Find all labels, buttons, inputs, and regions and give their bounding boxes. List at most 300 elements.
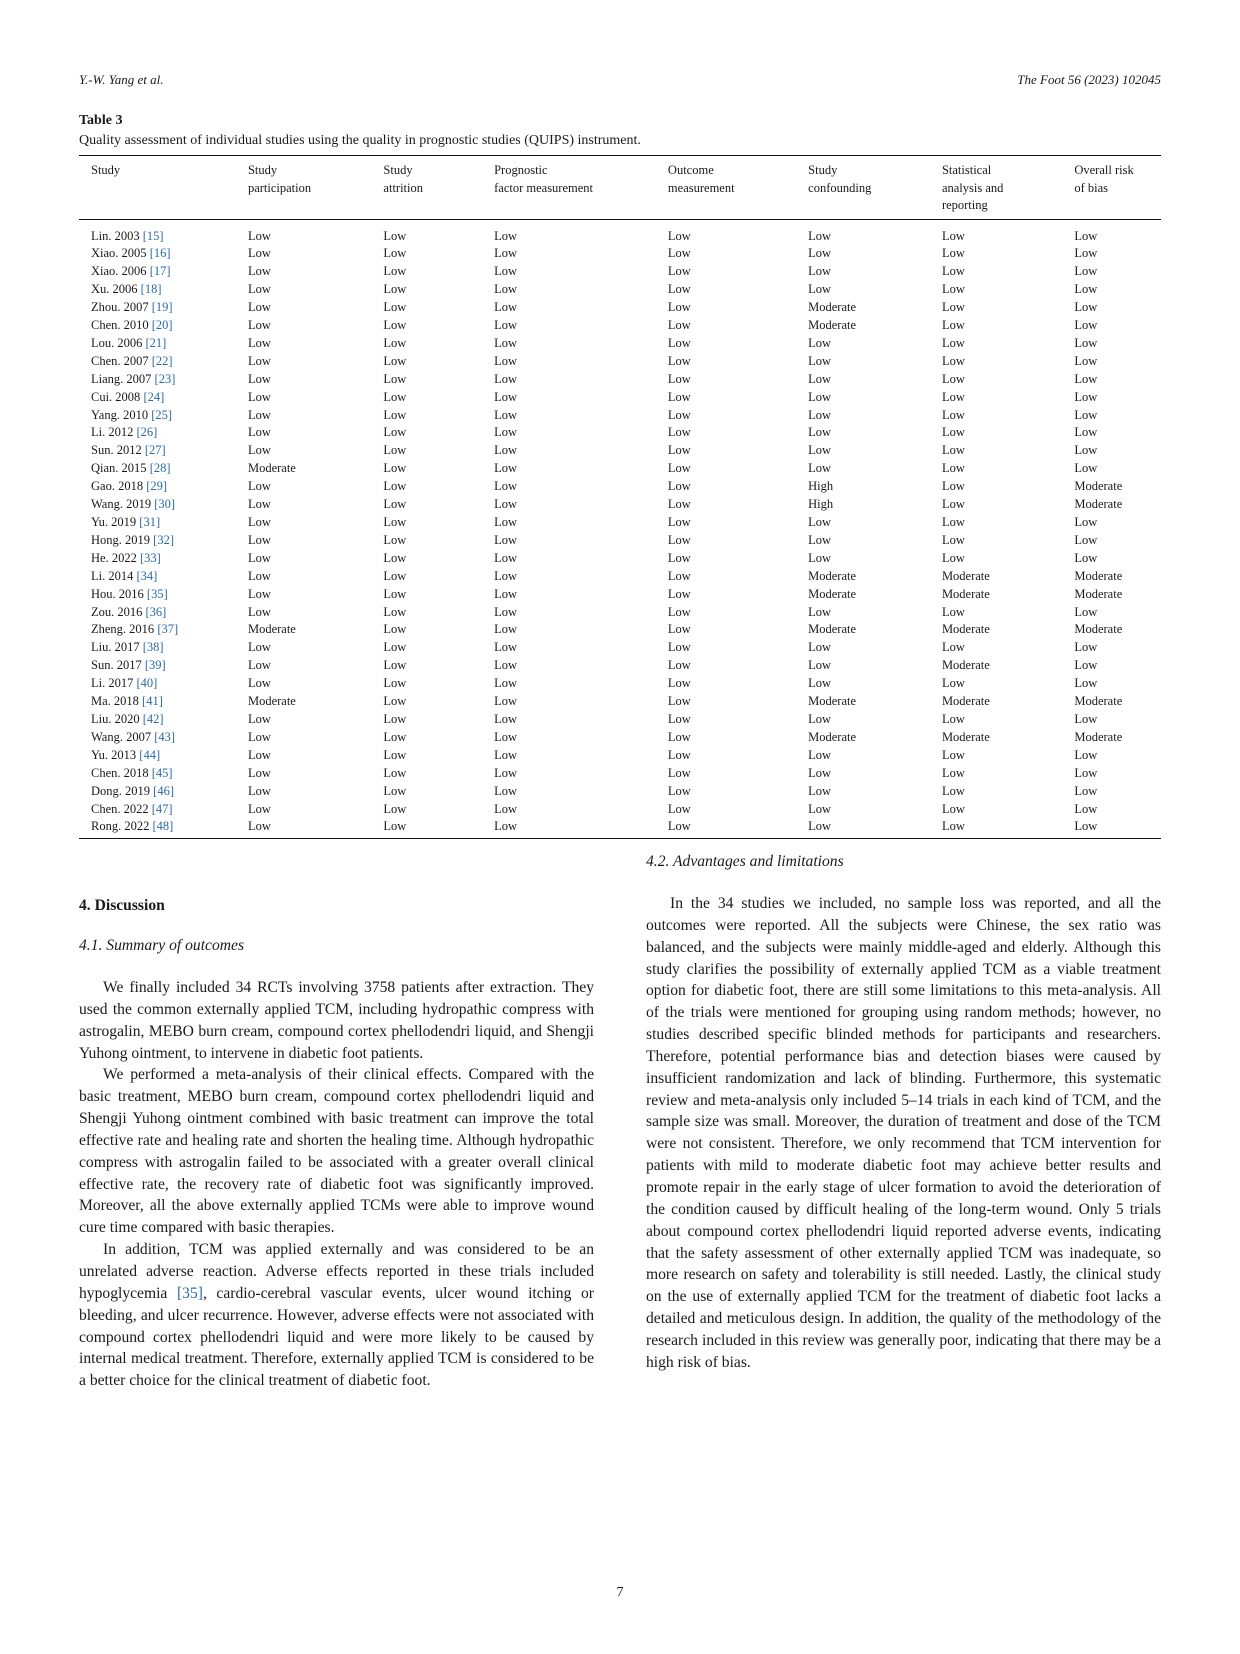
rating-cell: Low [247, 479, 271, 494]
rating-cell: Moderate [1074, 586, 1123, 601]
rating-cell: Low [1074, 765, 1098, 780]
rating-cell: Low [383, 711, 407, 726]
rating-cell: Low [667, 461, 691, 476]
rating-cell: Moderate [1074, 694, 1123, 709]
study-name: Hong. 2019 [91, 532, 151, 547]
rating-cell: Moderate [1074, 622, 1123, 637]
rating-cell: Low [667, 586, 691, 601]
study-name: Rong. 2022 [91, 819, 150, 834]
study-name: Li. 2017 [91, 676, 134, 691]
citation-link[interactable]: [42] [142, 711, 164, 726]
rating-cell: Low [808, 658, 832, 673]
rating-cell: Low [383, 676, 407, 691]
rating-cell: Low [941, 407, 965, 422]
page-number: 7 [616, 1585, 624, 1600]
rating-cell: Moderate [808, 729, 857, 744]
rating-cell: Low [494, 819, 518, 834]
rating-cell: Low [494, 335, 518, 350]
table-body [79, 219, 1161, 839]
rating-cell: Low [1074, 515, 1098, 529]
column-header-line: reporting [941, 198, 988, 212]
table-row [79, 711, 1161, 729]
citation-link[interactable]: [29] [146, 479, 168, 494]
rating-cell: Low [247, 335, 271, 350]
rating-cell: Low [1074, 819, 1098, 834]
citation-link[interactable]: [47] [151, 801, 173, 816]
study-cell [79, 818, 236, 838]
study-cell [79, 245, 236, 263]
rating-cell: Low [667, 711, 691, 726]
citation-link[interactable]: [30] [154, 497, 176, 512]
rating-cell: Low [941, 335, 965, 350]
rating-cell: Low [494, 389, 518, 404]
rating-cell: Low [494, 586, 518, 601]
rating-cell: High [808, 479, 834, 494]
study-cell [79, 729, 236, 747]
rating-cell: Low [247, 586, 271, 601]
citation-link[interactable]: [28] [149, 461, 171, 476]
rating-cell: Low [808, 264, 832, 279]
study-cell [79, 765, 236, 783]
rating-cell: Low [494, 264, 518, 279]
study-name: Liu. 2020 [91, 711, 140, 726]
rating-cell: Low [808, 246, 832, 261]
table-row [79, 783, 1161, 801]
rating-cell: Low [247, 783, 271, 798]
study-name: Chen. 2010 [91, 318, 149, 333]
rating-cell: Low [494, 658, 518, 673]
study-name: Wang. 2007 [91, 729, 152, 744]
table-row [79, 335, 1161, 353]
rating-cell: Moderate [1074, 568, 1123, 583]
rating-cell: Low [1074, 640, 1098, 655]
rating-cell: Low [494, 694, 518, 709]
rating-cell: Low [383, 264, 407, 279]
study-name: He. 2022 [91, 550, 137, 565]
rating-cell: Low [383, 246, 407, 261]
rating-cell: Low [667, 729, 691, 744]
study-cell [79, 657, 236, 675]
study-cell [79, 478, 236, 496]
rating-cell: Moderate [247, 694, 296, 709]
citation-link[interactable]: [19] [151, 300, 173, 315]
column-header [79, 156, 236, 220]
rating-cell: Low [494, 246, 518, 261]
rating-cell: Low [247, 353, 271, 368]
rating-cell: Low [667, 371, 691, 386]
rating-cell: Low [808, 676, 832, 691]
rating-cell: Low [1074, 443, 1098, 458]
rating-cell: Low [247, 389, 271, 404]
rating-cell: Low [667, 801, 691, 816]
rating-cell: Moderate [1074, 497, 1123, 512]
rating-cell: Low [941, 282, 965, 297]
rating-cell: Low [941, 300, 965, 315]
table-row [79, 693, 1161, 711]
rating-cell: Low [667, 747, 691, 762]
rating-cell: Low [383, 497, 407, 512]
citation-link[interactable]: [41] [142, 694, 163, 709]
table-row [79, 801, 1161, 819]
study-cell [79, 460, 236, 478]
table-row [79, 496, 1161, 514]
citation-link[interactable]: [34] [136, 568, 158, 583]
rating-cell: Low [808, 765, 832, 780]
table-row [79, 586, 1161, 604]
rating-cell: Low [667, 479, 691, 494]
rating-cell: Low [808, 443, 832, 458]
rating-cell: Low [667, 765, 691, 780]
column-header-line: Study [247, 163, 278, 177]
study-cell [79, 604, 236, 622]
rating-cell: Low [494, 371, 518, 386]
table-row [79, 389, 1161, 407]
rating-cell: Low [383, 658, 407, 673]
rating-cell: Low [494, 425, 518, 440]
rating-cell: Low [667, 318, 691, 333]
citation-link[interactable]: [25] [151, 407, 173, 422]
rating-cell: Low [247, 801, 271, 816]
rating-cell: Low [941, 425, 965, 440]
rating-cell: Low [808, 801, 832, 816]
rating-cell: Low [667, 819, 691, 834]
table-row [79, 245, 1161, 263]
rating-cell: Low [808, 711, 832, 726]
rating-cell: Low [494, 407, 518, 422]
rating-cell: Low [1074, 407, 1098, 422]
rating-cell: Low [941, 765, 965, 780]
rating-cell: Low [383, 300, 407, 315]
rating-cell: Low [667, 497, 691, 512]
study-cell [79, 353, 236, 371]
study-cell [79, 317, 236, 335]
table-row [79, 442, 1161, 460]
rating-cell: Low [383, 353, 407, 368]
study-name: Chen. 2018 [91, 765, 149, 780]
rating-cell: Low [247, 729, 271, 744]
citation-link[interactable]: [31] [139, 515, 161, 529]
rating-cell: Low [247, 228, 271, 243]
rating-cell: Moderate [941, 568, 990, 583]
rating-cell: Low [247, 711, 271, 726]
table-row [79, 299, 1161, 317]
rating-cell: Low [667, 604, 691, 619]
rating-cell: Low [494, 515, 518, 529]
subsection-heading-advantages: 4.2. Advantages and limitations [646, 853, 844, 870]
table-3 [79, 112, 1161, 839]
rating-cell: Low [1074, 550, 1098, 565]
rating-cell: Moderate [808, 318, 857, 333]
citation-link[interactable]: [17] [149, 264, 171, 279]
rating-cell: Low [667, 568, 691, 583]
rating-cell: Low [494, 532, 518, 547]
table-row [79, 317, 1161, 335]
rating-cell: Low [808, 389, 832, 404]
citation-link[interactable]: [15] [142, 228, 164, 243]
rating-cell: Moderate [808, 300, 857, 315]
rating-cell: Low [247, 300, 271, 315]
study-cell [79, 747, 236, 765]
study-name: Li. 2014 [91, 568, 134, 583]
study-name: Yang. 2010 [91, 407, 149, 422]
table-row [79, 353, 1161, 371]
rating-cell: Low [808, 335, 832, 350]
rating-cell: Low [247, 676, 271, 691]
rating-cell: Low [494, 568, 518, 583]
rating-cell: Moderate [941, 694, 990, 709]
rating-cell: Low [494, 550, 518, 565]
rating-cell: Low [941, 604, 965, 619]
column-header [236, 156, 371, 220]
rating-cell: Low [941, 801, 965, 816]
subsection-heading-summary: 4.1. Summary of outcomes [79, 937, 245, 954]
citation-link[interactable]: [48] [152, 819, 174, 834]
column-header [1062, 156, 1161, 220]
rating-cell: Moderate [247, 622, 296, 637]
citation-link[interactable]: [16] [149, 246, 171, 261]
rating-cell: Low [383, 783, 407, 798]
rating-cell: Low [1074, 801, 1098, 816]
study-cell [79, 639, 236, 657]
citation-link[interactable]: [39] [144, 658, 166, 673]
rating-cell: Low [247, 568, 271, 583]
study-name: Wang. 2019 [91, 497, 152, 512]
rating-cell: Low [808, 282, 832, 297]
rating-cell: Low [808, 515, 832, 529]
study-name: Lou. 2006 [91, 335, 143, 350]
citation-link[interactable]: [21] [145, 335, 167, 350]
rating-cell: Moderate [808, 586, 857, 601]
rating-cell: Low [667, 228, 691, 243]
study-cell [79, 568, 236, 586]
column-header [930, 156, 1062, 220]
citation-link[interactable]: [40] [136, 676, 158, 691]
citation-link[interactable]: [45] [151, 765, 173, 780]
rating-cell: Low [941, 515, 965, 529]
citation-link[interactable]: [35] [176, 1284, 203, 1302]
citation-link[interactable]: [26] [136, 425, 158, 440]
summary-p3-text-b: , cardio-cerebral vascular events, ulcer wound itching or bleeding, and ulcer recurrence. However, adverse effects were not associated with compound cortex phellodendri liquid and were more likely to be caused by internal medical treatment. Therefore, externally applied TCM is considered to be a better choice for the clinical treatment of diabetic foot. [79, 1284, 594, 1390]
study-cell [79, 496, 236, 514]
rating-cell: Low [383, 622, 407, 637]
table-row [79, 281, 1161, 299]
study-cell [79, 263, 236, 281]
citation-link[interactable]: [44] [139, 747, 161, 762]
rating-cell: Low [383, 318, 407, 333]
rating-cell: Low [383, 228, 407, 243]
rating-cell: Low [808, 371, 832, 386]
rating-cell: Moderate [941, 658, 990, 673]
study-name: Yu. 2013 [91, 747, 137, 762]
citation-link[interactable]: [22] [151, 353, 173, 368]
column-header-line: measurement [667, 180, 735, 195]
study-name: Dong. 2019 [91, 783, 151, 798]
rating-cell: Low [383, 335, 407, 350]
rating-cell: Low [494, 622, 518, 637]
rating-cell: Low [247, 765, 271, 780]
table-row [79, 514, 1161, 532]
column-header-line: participation [247, 180, 312, 195]
rating-cell: Low [808, 819, 832, 834]
rating-cell: Low [494, 228, 518, 243]
rating-cell: Low [1074, 228, 1098, 243]
rating-cell: Low [667, 335, 691, 350]
study-cell [79, 675, 236, 693]
table-row [79, 478, 1161, 496]
rating-cell: Low [941, 640, 965, 655]
study-name: Sun. 2017 [91, 658, 142, 673]
citation-link[interactable]: [36] [145, 604, 167, 619]
rating-cell: Low [383, 568, 407, 583]
rating-cell: Low [941, 246, 965, 261]
rating-cell: Low [494, 461, 518, 476]
rating-cell: Moderate [247, 461, 296, 476]
running-head-authors: Y.-W. Yang et al. [79, 72, 164, 87]
citation-link[interactable]: [24] [143, 389, 165, 404]
column-header-line: attrition [383, 180, 423, 195]
study-cell [79, 711, 236, 729]
rating-cell: Low [667, 353, 691, 368]
citation-link[interactable]: [32] [153, 532, 174, 547]
rating-cell: Low [383, 389, 407, 404]
rating-cell: Low [941, 443, 965, 458]
rating-cell: Low [247, 604, 271, 619]
rating-cell: Low [941, 711, 965, 726]
rating-cell: Low [941, 461, 965, 476]
table-row [79, 765, 1161, 783]
column-header-line: Study [383, 163, 413, 177]
rating-cell: Low [494, 353, 518, 368]
rating-cell: Low [494, 300, 518, 315]
rating-cell: Low [494, 443, 518, 458]
rating-cell: Low [808, 228, 832, 243]
table-row [79, 621, 1161, 639]
rating-cell: Low [808, 604, 832, 619]
rating-cell: Low [247, 747, 271, 762]
study-name: Xiao. 2006 [91, 264, 147, 279]
study-cell [79, 281, 236, 299]
rating-cell: Low [667, 658, 691, 673]
rating-cell: Low [667, 282, 691, 297]
column-header-line: of bias [1074, 180, 1109, 195]
citation-link[interactable]: [43] [154, 729, 176, 744]
citation-link[interactable]: [38] [142, 640, 164, 655]
summary-paragraph-1: We finally included 34 RCTs involving 3758 patients after extraction. They used the common externally applied TCM, including hydropathic compress with astrogalin, MEBO burn cream, compound cortex phellodendri liquid, and Shengji Yuhong ointment, to intervene in diabetic foot patients. [79, 979, 594, 1062]
rating-cell: Low [1074, 246, 1098, 261]
study-cell [79, 783, 236, 801]
rating-cell: Low [808, 532, 832, 547]
table-row [79, 532, 1161, 550]
column-header-line: Prognostic [494, 163, 548, 177]
summary-paragraph-3 [79, 1239, 594, 1392]
study-cell [79, 335, 236, 353]
table-row [79, 460, 1161, 478]
rating-cell: Low [247, 318, 271, 333]
citation-link[interactable]: [23] [154, 371, 176, 386]
column-header-line: factor measurement [494, 180, 594, 195]
rating-cell: Low [247, 264, 271, 279]
rating-cell: Low [1074, 264, 1098, 279]
table-row [79, 371, 1161, 389]
column-header-line: Study [91, 163, 121, 177]
table-row [79, 604, 1161, 622]
rating-cell: Low [383, 801, 407, 816]
rating-cell: Low [941, 371, 965, 386]
rating-cell: Low [494, 318, 518, 333]
rating-cell: Low [1074, 604, 1098, 619]
column-header-line: Outcome [667, 163, 714, 177]
study-name: Li. 2012 [91, 425, 134, 440]
citation-link[interactable]: [18] [140, 282, 162, 297]
citation-link[interactable]: [46] [153, 783, 174, 798]
rating-cell: Low [1074, 389, 1098, 404]
citation-link[interactable]: [33] [139, 550, 161, 565]
rating-cell: Low [247, 532, 271, 547]
rating-cell: Low [1074, 353, 1098, 368]
rating-cell: Low [1074, 335, 1098, 350]
study-cell [79, 389, 236, 407]
study-cell [79, 550, 236, 568]
rating-cell: Low [941, 228, 965, 243]
rating-cell: Moderate [941, 729, 990, 744]
table-caption: Quality assessment of individual studies using the quality in prognostic studies (QUIPS) instrument. [79, 133, 641, 148]
rating-cell: Low [383, 407, 407, 422]
rating-cell: Low [667, 694, 691, 709]
study-cell [79, 407, 236, 425]
rating-cell: Moderate [1074, 479, 1123, 494]
rating-cell: Low [247, 246, 271, 261]
section-heading-discussion: 4. Discussion [79, 897, 165, 914]
rating-cell: Low [808, 353, 832, 368]
rating-cell: Low [667, 425, 691, 440]
rating-cell: Low [247, 819, 271, 834]
rating-cell: Low [1074, 300, 1098, 315]
rating-cell: Low [808, 407, 832, 422]
rating-cell: High [808, 497, 834, 512]
rating-cell: Moderate [941, 622, 990, 637]
rating-cell: Low [1074, 676, 1098, 691]
rating-cell: Low [1074, 658, 1098, 673]
rating-cell: Low [383, 747, 407, 762]
rating-cell: Low [494, 711, 518, 726]
citation-link[interactable]: [37] [157, 622, 179, 637]
column-header-line: Study [808, 163, 838, 177]
rating-cell: Low [494, 676, 518, 691]
study-name: Yu. 2019 [91, 515, 137, 529]
rating-cell: Low [667, 515, 691, 529]
citation-link[interactable]: [20] [151, 318, 173, 333]
study-cell [79, 693, 236, 711]
rating-cell: Low [494, 604, 518, 619]
rating-cell: Low [383, 479, 407, 494]
study-cell [79, 424, 236, 442]
rating-cell: Low [941, 479, 965, 494]
rating-cell: Low [383, 443, 407, 458]
left-column [79, 895, 594, 1392]
summary-paragraph-2: We performed a meta-analysis of their clinical effects. Compared with the basic treatment, MEBO burn cream, compound cortex phellodendri liquid and Shengji Yuhong ointment combined with basic treatment can improve the total effective rate and healing rate and shorten the healing time. Although hydropathic compress with astrogalin failed to be associated with a greater overall clinical effective rate, the recovery rate of diabetic foot was significantly improved. Moreover, all the above externally applied TCMs were able to improve wound cure time compared with basic therapies. [79, 1066, 594, 1237]
citation-link[interactable]: [27] [144, 443, 166, 458]
column-header [482, 156, 656, 220]
rating-cell: Low [383, 765, 407, 780]
column-header [656, 156, 796, 220]
rating-cell: Low [808, 550, 832, 565]
rating-cell: Low [383, 425, 407, 440]
column-header [796, 156, 930, 220]
study-cell [79, 299, 236, 317]
citation-link[interactable]: [35] [146, 586, 168, 601]
column-header-line: analysis and [941, 180, 1004, 195]
column-header-line: Overall risk [1074, 163, 1134, 177]
